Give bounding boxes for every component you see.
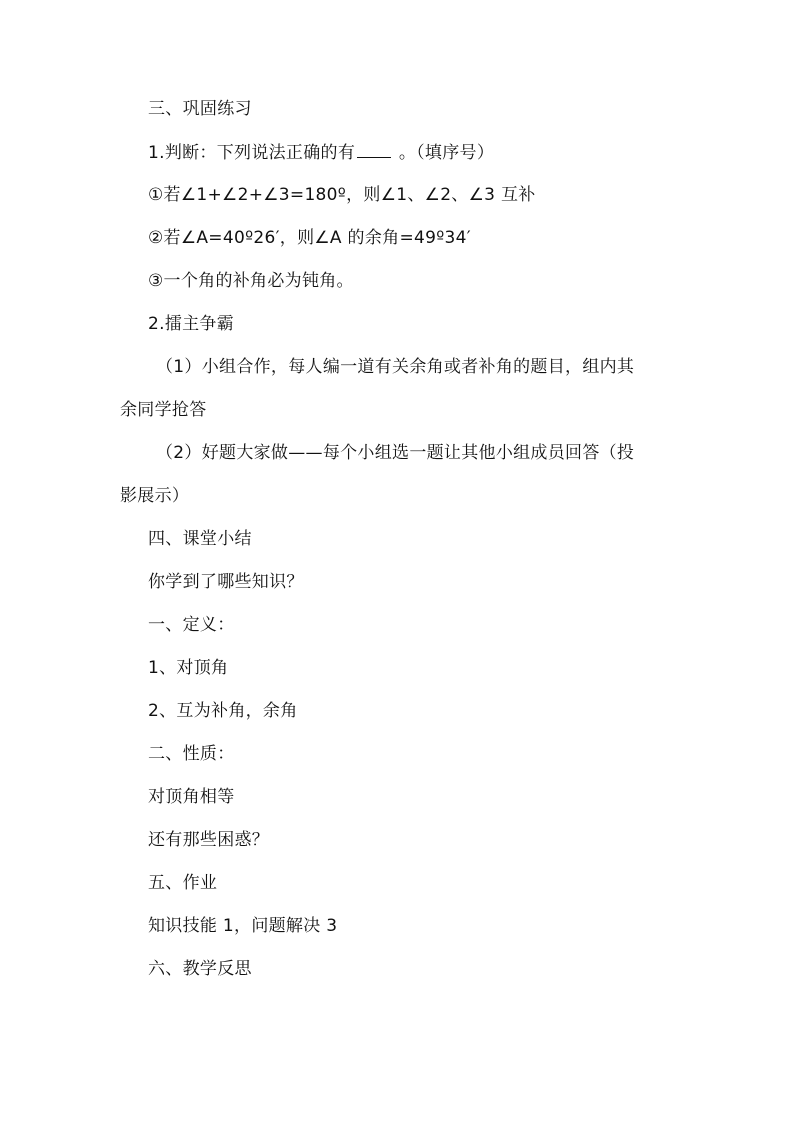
section3-title: 三、巩固练习 bbox=[148, 99, 252, 119]
definition-1: 1、对顶角 bbox=[148, 658, 229, 678]
confusion-question: 还有那些困惑？ bbox=[148, 830, 270, 850]
definition-2: 2、互为补角，余角 bbox=[148, 701, 298, 721]
statement-2: ②若∠A=40º26′，则∠A 的余角=49º34′ bbox=[148, 228, 471, 248]
activity1-line2: 余同学抢答 bbox=[120, 400, 207, 420]
section6-title: 六、教学反思 bbox=[148, 959, 252, 979]
activity2-line1: （2）好题大家做——每个小组选一题让其他小组成员回答（投 bbox=[156, 443, 635, 463]
question1-prefix: 1.判断：下列说法正确的有 bbox=[148, 143, 356, 163]
activity2-line2: 影展示） bbox=[120, 486, 190, 506]
statement-3: ③一个角的补角必为钝角。 bbox=[148, 271, 354, 291]
section4-title: 四、课堂小结 bbox=[148, 529, 252, 549]
definition-title: 一、定义： bbox=[148, 615, 235, 635]
question1-suffix: 。（填序号） bbox=[393, 143, 495, 163]
question2-title: 2.擂主争霸 bbox=[148, 314, 235, 334]
answer-blank bbox=[357, 141, 391, 158]
activity1-line1: （1）小组合作，每人编一道有关余角或者补角的题目，组内其 bbox=[156, 357, 635, 377]
summary-question: 你学到了哪些知识？ bbox=[148, 572, 304, 592]
property-1: 对顶角相等 bbox=[148, 787, 235, 807]
property-title: 二、性质： bbox=[148, 744, 235, 764]
homework-text: 知识技能 1，问题解决 3 bbox=[148, 916, 338, 936]
question1 bbox=[148, 141, 494, 164]
section5-title: 五、作业 bbox=[148, 873, 218, 893]
statement-1: ①若∠1+∠2+∠3=180º，则∠1、∠2、∠3 互补 bbox=[148, 185, 536, 205]
